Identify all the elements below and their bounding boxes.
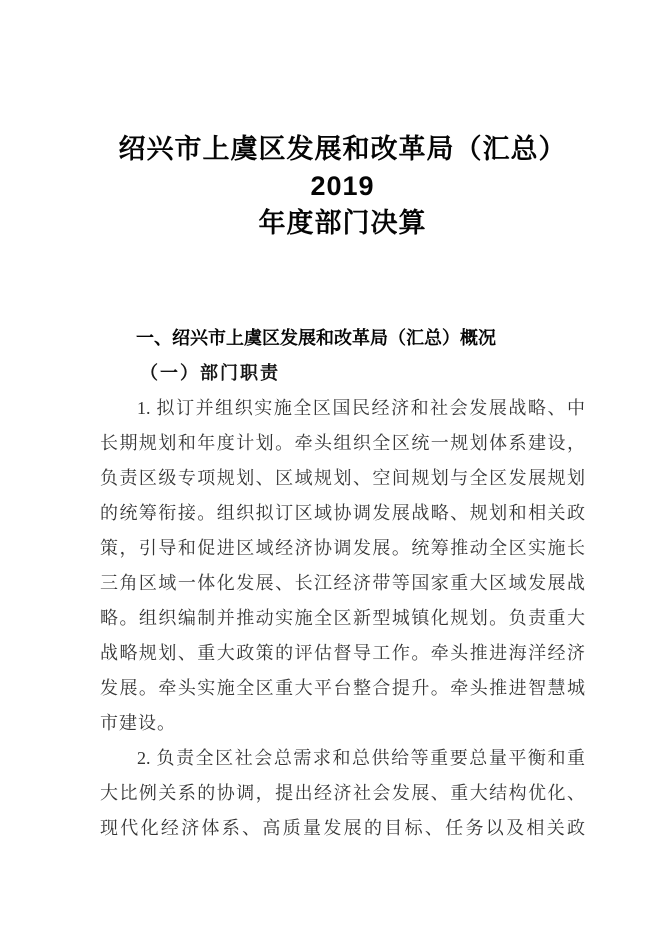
document-title-line-1: 绍兴市上虞区发展和改革局（汇总）2019 [118, 134, 567, 201]
paragraph-1-line: 的统筹衔接。组织拟订区域协调发展战略、规划和相关政 [100, 503, 585, 523]
paragraph-1 [100, 391, 585, 741]
paragraph-1-line: 三角区域一体化发展、长江经济带等国家重大区域发展战 [100, 573, 585, 593]
paragraph-2 [100, 741, 585, 846]
section-heading: 一、绍兴市上虞区发展和改革局（汇总）概况 [136, 328, 496, 348]
document-title-line-2: 年度部门决算 [258, 208, 427, 238]
paragraph-1-line: 1. 拟订并组织实施全区国民经济和社会发展战略、中 [137, 398, 585, 418]
paragraph-1-line: 长期规划和年度计划。牵头组织全区统一规划体系建设， [100, 433, 585, 453]
paragraph-2-line: 大比例关系的协调，提出经济社会发展、重大结构优化、 [100, 783, 585, 803]
document-body [100, 321, 585, 846]
paragraph-1-line: 负责区级专项规划、区域规划、空间规划与全区发展规划 [100, 468, 585, 488]
paragraph-1-line: 略。组织编制并推动实施全区新型城镇化规划。负责重大 [100, 608, 585, 628]
paragraph-1-line: 战略规划、重大政策的评估督导工作。牵头推进海洋经济 [100, 643, 585, 663]
paragraph-1-line: 发展。牵头实施全区重大平台整合提升。牵头推进智慧城 [100, 678, 585, 698]
subsection-heading: （一）部门职责 [140, 363, 280, 383]
paragraph-2-line: 2. 负责全区社会总需求和总供给等重要总量平衡和重 [137, 748, 585, 768]
paragraph-1-line: 策，引导和促进区域经济协调发展。统筹推动全区实施长 [100, 538, 585, 558]
title-spacer [0, 242, 662, 321]
document-title [100, 131, 585, 242]
paragraph-1-line: 市建设。 [100, 713, 176, 733]
paragraph-2-line: 现代化经济体系、高质量发展的目标、任务以及相关政 [100, 818, 585, 838]
